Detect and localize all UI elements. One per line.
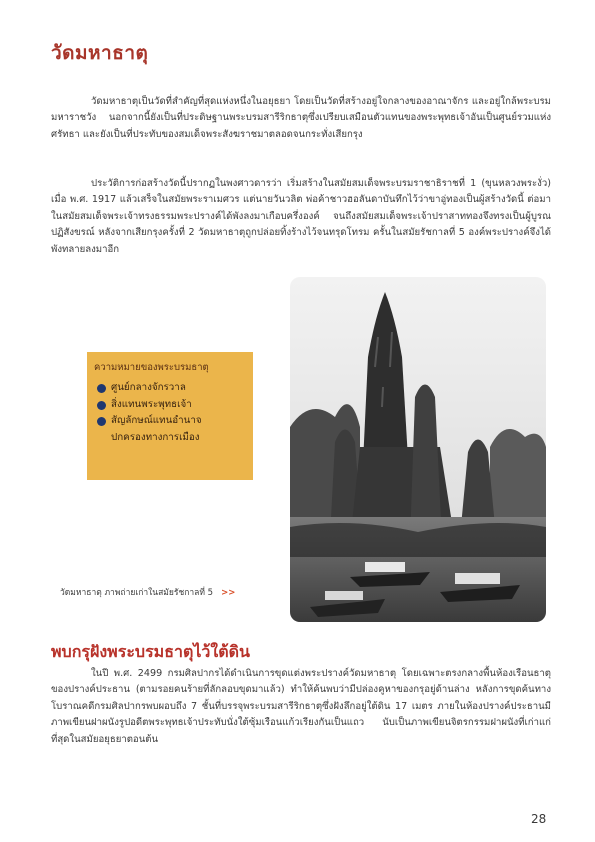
paragraph-text: วัดมหาธาตุเป็นวัดที่สำคัญที่สุดแห่งหนึ่งในอยุธยา โดยเป็นวัดที่สร้างอยู่ใจกลางของอาณาจักร และอยู่ใกล้พระบรมมหาราชวัง นอกจากนี้ยังเป็นที่ประดิษฐานพระบรมสารีริกธาตุซึ่งเปรียบเสมือนตัวแทนของพระพุทธเจ้าอันเป็นศูนย์รวมแห่งศรัทธา และยังเป็นที่ประทับของสมเด็จพระสังฆราชมาตลอดจนกระทั่งเสียกรุง — [51, 96, 551, 140]
section2-title: พบกรุฝังพระบรมธาตุไว้ใต้ดิน — [51, 642, 250, 661]
paragraph-text: ในปี พ.ศ. 2499 กรมศิลปากรได้ดำเนินการขุดแต่งพระปรางค์วัดมหาธาตุ โดยเฉพาะตรงกลางพื้นห้องเรือนธาตุของปรางค์ประธาน (ตามรอยคนร้ายที่ลักลอบขุดมาแล้ว) ทำให้ค้นพบว่ามีปล่องคูหาของกรุอยู่ด้านล่าง หลังการขุดค้นทางโบราณคดีกรมศิลปากรพบผอบถึง 7 ชั้นที่บรรจุพระบรมสารีริกธาตุซึ่งฝังลึกอยู่ใต้ดิน 17 เมตร ภายในห้องปรางค์ประธานมีภาพเขียนฝาผนังรูปอดีตพระพุทธเจ้าประทับนั่งใต้ซุ้มเรือนแก้วเรียงกันเป็นแถว นับเป็นภาพเขียนจิตรกรรมฝาผนังที่เก่าแก่ที่สุดในสมัยอยุธยาตอนต้น — [51, 668, 551, 745]
bullet-icon — [97, 401, 106, 410]
bullet-icon — [97, 384, 106, 393]
discovery-paragraph — [51, 666, 551, 748]
caption-text: วัดมหาธาตุ ภาพถ่ายเก่าในสมัยรัชกาลที่ 5 — [60, 588, 214, 598]
historic-photo — [290, 277, 546, 622]
photo-caption — [60, 585, 235, 599]
list-item-label: สิ่งแทนพระพุทธเจ้า — [111, 398, 192, 410]
page-number: 28 — [531, 812, 547, 826]
list-item-continuation: ปกครองทางการเมือง — [111, 431, 200, 443]
paragraph-text: ประวัติการก่อสร้างวัดนี้ปรากฏในพงศาวดารว่า เริ่มสร้างในสมัยสมเด็จพระบรมราชาธิราชที่ 1 (ขุนหลวงพระงั่ว) เมื่อ พ.ศ. 1917 แล้วเสร็จในสมัยพระราเมศวร แต่นายวันวลิต พ่อค้าชาวฮอลันดาบันทึกไว้ว่าขาอู่ทองเป็นผู้สร้างวัดนี้ ต่อมาในสมัยสมเด็จพระเจ้าทรงธรรมพระปรางค์ได้พังลงมาเกือบครึ่งองค์ จนถึงสมัยสมเด็จพระเจ้าปราสาททองจึงทรงเป็นผู้บูรณปฏิสังขรณ์ หลังจากเสียกรุงครั้งที่ 2 วัดมหาธาตุถูกปล่อยทิ้งร้างไว้จนทรุดโทรม ครั้นในสมัยรัชกาลที่ 5 องค์พระปรางค์จึงได้พังทลายลงมาอีก — [51, 178, 551, 255]
list-item-label: สัญลักษณ์แทนอำนาจ — [111, 415, 202, 426]
list-item — [97, 397, 202, 414]
section-title: วัดมหาธาตุ — [51, 42, 149, 64]
infobox-list — [97, 380, 202, 446]
arrow-icon: >> — [221, 588, 236, 598]
meaning-infobox — [87, 352, 253, 480]
list-item — [97, 413, 202, 430]
list-item-label: ศูนย์กลางจักรวาล — [111, 382, 186, 393]
history-paragraph — [51, 176, 551, 258]
bullet-icon — [97, 417, 106, 426]
list-item — [97, 380, 202, 397]
intro-paragraph — [51, 94, 551, 143]
temple-photo-image — [290, 277, 546, 622]
infobox-title: ความหมายของพระบรมธาตุ — [94, 362, 209, 373]
